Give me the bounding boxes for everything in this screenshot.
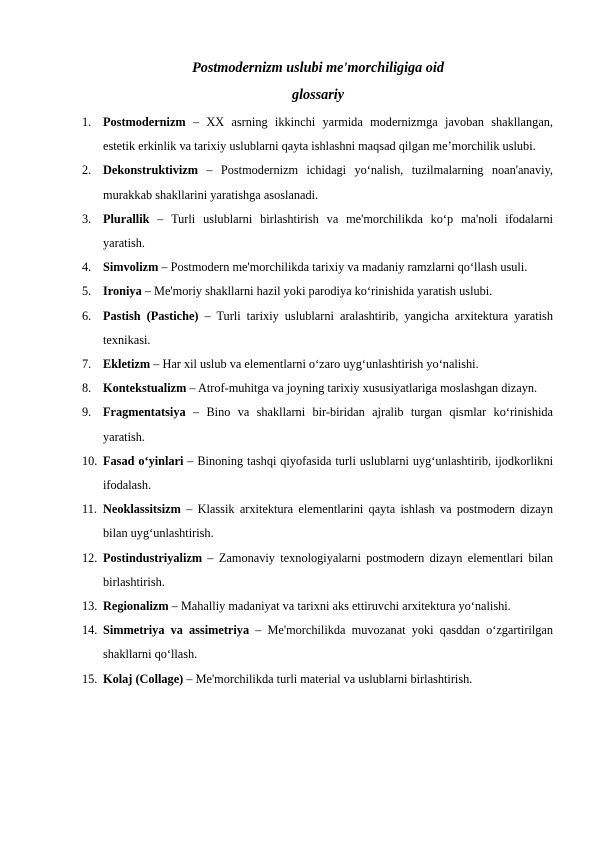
glossary-list	[80, 110, 553, 691]
entry-number: 2.	[82, 163, 92, 178]
entry-number: 8.	[82, 381, 92, 396]
glossary-entry	[80, 594, 553, 618]
entry-definition: – Har xil uslub va elementlarni o‘zaro uyg‘unlashtirish yo‘nalishi.	[150, 357, 479, 372]
entry-term: Ekletizm	[103, 357, 151, 372]
entry-term: Plurallik	[103, 211, 150, 226]
entry-term: Fragmentatsiya	[103, 405, 186, 420]
entry-definition: – Mahalliy madaniyat va tarixni aks ettiruvchi arxitektura yo‘nalishi.	[168, 599, 511, 614]
entry-definition: – Binoning tashqi qiyofasida turli uslublarni uyg‘unlashtirib, ijodkorlikni ifodalash.	[103, 453, 554, 493]
entry-term: Postmodernizm	[103, 115, 186, 129]
entry-number: 6.	[82, 308, 92, 323]
entry-definition: – Zamonaviy texnologiyalarni postmodern dizayn elementlari bilan birlashtirish.	[103, 550, 553, 589]
glossary-entry	[80, 667, 553, 691]
entry-number: 15.	[82, 671, 98, 686]
glossary-entry	[80, 400, 553, 448]
glossary-entry	[80, 618, 553, 666]
entry-number: 4.	[82, 260, 92, 275]
entry-definition: – Turli tarixiy uslublarni aralashtirib, yangicha arxitektura yaratish texnikasi.	[103, 308, 553, 347]
entry-number: 7.	[82, 357, 92, 372]
entry-definition: – Bino va shakllarni bir-biridan ajralib turgan qismlar ko‘rinishida yaratish.	[103, 405, 553, 444]
entry-term: Ironiya	[103, 284, 142, 299]
glossary-entry	[80, 352, 553, 376]
glossary-entry	[80, 158, 553, 206]
entry-number: 11.	[82, 502, 97, 517]
document-title-line1: Postmodernizm uslubi me'morchiligiga oid	[192, 60, 444, 76]
glossary-entry	[80, 304, 553, 352]
entry-term: Neoklassitsizm	[103, 502, 181, 517]
entry-definition: – Me'morchilikda turli material va uslublarni birlashtirish.	[183, 671, 473, 686]
entry-definition: – Postmodern me'morchilikda tarixiy va madaniy ramzlarni qo‘llash usuli.	[158, 260, 528, 275]
entry-term: Dekonstruktivizm	[103, 163, 198, 178]
entry-term: Simvolizm	[103, 260, 159, 275]
entry-definition: – Postmodernizm ichidagi yo‘nalish, tuzilmalarning noan'anaviy, murakkab shakllarini yaratishga asoslanadi.	[103, 163, 553, 202]
glossary-entry	[80, 376, 553, 400]
entry-number: 5.	[82, 284, 92, 299]
entry-definition: – XX asrning ikkinchi yarmida modernizmga javoban shakllangan, estetik erkinlik va tarixiy uslublarni qayta ishlashni maqsad qilgan me’morchilik uslubi.	[103, 115, 553, 154]
entry-number: 9.	[82, 405, 92, 420]
entry-term: Regionalizm	[103, 599, 169, 614]
entry-term: Kolaj (Collage)	[103, 671, 184, 686]
entry-definition: – Turli uslublarni birlashtirish va me'morchilikda ko‘p ma'noli ifodalarni yaratish.	[103, 211, 553, 251]
entry-definition: – Me'morchilikda muvozanat yoki qasddan o‘zgartirilgan shakllarni qo‘llash.	[103, 623, 553, 662]
glossary-entry	[80, 449, 553, 497]
entry-number: 14.	[82, 623, 98, 638]
entry-number: 10.	[82, 453, 98, 468]
glossary-entry	[80, 546, 553, 594]
glossary-entry	[80, 207, 553, 255]
entry-definition: – Klassik arxitektura elementlarini qayta ishlash va postmodern dizayn bilan uyg‘unlashtirish.	[103, 502, 553, 541]
glossary-entry	[80, 255, 553, 279]
entry-number: 13.	[82, 599, 98, 614]
glossary-entry	[80, 279, 553, 303]
entry-definition: – Atrof-muhitga va joyning tarixiy xususiyatlariga moslashgan dizayn.	[186, 381, 538, 396]
entry-term: Pastish (Pastiche)	[103, 308, 199, 323]
glossary-entry	[80, 110, 553, 158]
entry-number: 12.	[82, 550, 98, 565]
entry-number: 1.	[82, 115, 92, 129]
entry-term: Fasad o‘yinlari	[103, 453, 184, 468]
entry-number: 3.	[82, 211, 92, 226]
entry-term: Postindustriyalizm	[103, 550, 203, 565]
entry-definition: – Me'moriy shakllarni hazil yoki parodiya ko‘rinishida yaratish uslubi.	[141, 284, 493, 299]
document-title-line2: glossariy	[291, 87, 345, 103]
entry-term: Simmetriya va assimetriya	[103, 623, 250, 638]
glossary-entry	[80, 497, 553, 545]
entry-term: Kontekstualizm	[103, 381, 187, 396]
